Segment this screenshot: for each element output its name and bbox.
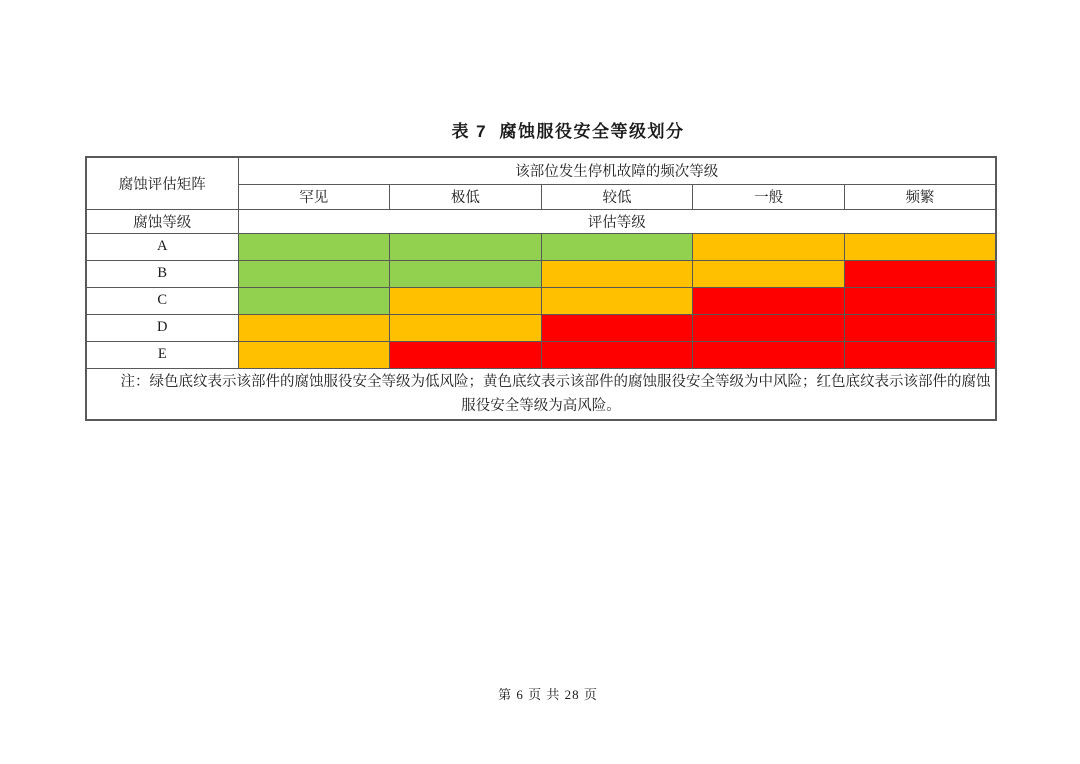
risk-cell-medium: [693, 260, 845, 287]
frequency-level-cell: 罕见: [238, 184, 390, 209]
corner-cell: 腐蚀评估矩阵: [86, 157, 238, 209]
corrosion-grade-label: E: [86, 341, 238, 368]
table-header-section: [86, 157, 996, 233]
matrix-row: [86, 314, 996, 341]
risk-cell-low: [238, 287, 390, 314]
risk-cell-high: [844, 341, 996, 368]
frequency-level-cell: 频繁: [844, 184, 996, 209]
corrosion-assessment-table: [85, 156, 997, 421]
risk-cell-low: [238, 260, 390, 287]
risk-cell-high: [844, 314, 996, 341]
risk-cell-medium: [693, 233, 845, 260]
risk-cell-low: [390, 260, 542, 287]
risk-cell-medium: [844, 233, 996, 260]
risk-cell-medium: [390, 287, 542, 314]
frequency-header-cell: 该部位发生停机故障的频次等级: [238, 157, 996, 184]
matrix-row: [86, 341, 996, 368]
risk-cell-low: [541, 233, 693, 260]
risk-cell-high: [390, 341, 542, 368]
risk-cell-medium: [238, 341, 390, 368]
risk-cell-high: [541, 314, 693, 341]
risk-cell-medium: [541, 260, 693, 287]
note-section: [86, 368, 996, 420]
matrix-row: [86, 233, 996, 260]
grade-header-row: [86, 209, 996, 233]
corrosion-grade-label: C: [86, 287, 238, 314]
matrix-row: [86, 260, 996, 287]
note-text: 注：绿色底纹表示该部件的腐蚀服役安全等级为低风险；黄色底纹表示该部件的腐蚀服役安全等级为中风险；红色底纹表示该部件的腐蚀服役安全等级为高风险。: [120, 373, 991, 414]
assessment-label-cell: 评估等级: [238, 209, 996, 233]
risk-cell-medium: [390, 314, 542, 341]
note-row: [86, 368, 996, 420]
note-cell: [86, 368, 996, 420]
risk-cell-low: [390, 233, 542, 260]
matrix-row: [86, 287, 996, 314]
risk-cell-high: [844, 260, 996, 287]
risk-cell-medium: [238, 314, 390, 341]
frequency-level-cell: 较低: [541, 184, 693, 209]
page-title: 表 7 腐蚀服役安全等级划分: [451, 122, 685, 141]
grade-label-cell: 腐蚀等级: [86, 209, 238, 233]
frequency-level-cell: 极低: [390, 184, 542, 209]
risk-cell-low: [238, 233, 390, 260]
corrosion-grade-label: D: [86, 314, 238, 341]
risk-cell-high: [541, 341, 693, 368]
risk-cell-medium: [541, 287, 693, 314]
header-row-top: [86, 157, 996, 184]
frequency-level-cell: 一般: [693, 184, 845, 209]
matrix-body: [86, 233, 996, 368]
page-footer: 第 6 页 共 28 页: [498, 687, 598, 702]
risk-cell-high: [693, 287, 845, 314]
corrosion-grade-label: A: [86, 233, 238, 260]
corrosion-grade-label: B: [86, 260, 238, 287]
risk-cell-high: [693, 314, 845, 341]
risk-cell-high: [693, 341, 845, 368]
risk-cell-high: [844, 287, 996, 314]
